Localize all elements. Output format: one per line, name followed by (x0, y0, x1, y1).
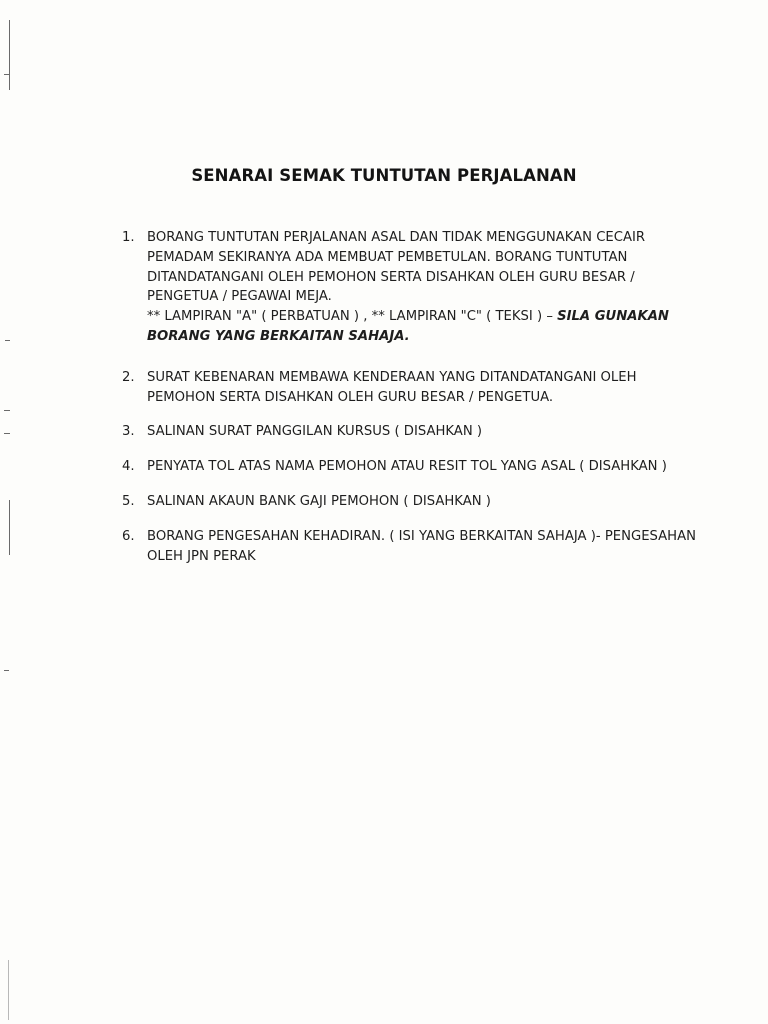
attachment-note: ** LAMPIRAN "A" ( PERBATUAN ) , ** LAMPIRAN "C" ( TEKSI ) – (147, 309, 558, 325)
checklist-item-6 (122, 527, 696, 567)
emphasis-instruction: BORANG YANG BERKAITAN SAHAJA. (147, 328, 410, 344)
item-text-line: OLEH JPN PERAK (147, 548, 256, 564)
item-number: 6. (122, 528, 135, 544)
item-text-line: SURAT KEBENARAN MEMBAWA KENDERAAN YANG DITANDATANGANI OLEH (147, 369, 637, 385)
item-text-line: SALINAN AKAUN BANK GAJI PEMOHON ( DISAHKAN ) (147, 493, 491, 509)
item-text-line: PENYATA TOL ATAS NAMA PEMOHON ATAU RESIT TOL YANG ASAL ( DISAHKAN ) (147, 459, 667, 475)
checklist-item-4 (122, 457, 682, 477)
checklist-item-3 (122, 422, 682, 442)
item-text-line: BORANG PENGESAHAN KEHADIRAN. ( ISI YANG BERKAITAN SAHAJA )- PENGESAHAN (147, 528, 696, 544)
checklist-item-1 (122, 228, 682, 347)
document-title: SENARAI SEMAK TUNTUTAN PERJALANAN (191, 166, 577, 185)
item-text-line: SALINAN SURAT PANGGILAN KURSUS ( DISAHKAN ) (147, 424, 483, 440)
item-text-line: DITANDATANGANI OLEH PEMOHON SERTA DISAHKAN OLEH GURU BESAR / (147, 269, 635, 285)
item-number: 1. (122, 230, 135, 245)
item-text-line: PEMADAM SEKIRANYA ADA MEMBUAT PEMBETULAN. BORANG TUNTUTAN (147, 249, 628, 265)
checklist (122, 228, 696, 566)
scan-artifact (9, 20, 10, 90)
item-text-line: BORANG TUNTUTAN PERJALANAN ASAL DAN TIDAK MENGGUNAKAN CECAIR (147, 230, 646, 245)
scan-artifact (4, 670, 9, 671)
scan-artifact (4, 74, 10, 75)
checklist-item-5 (122, 492, 682, 512)
scan-artifact (8, 960, 9, 1020)
emphasis-instruction: SILA GUNAKAN (557, 309, 669, 325)
scan-artifact (4, 410, 10, 411)
scan-artifact (5, 340, 10, 341)
item-number: 2. (122, 369, 135, 385)
item-number: 3. (122, 424, 135, 440)
scan-artifact (9, 500, 10, 555)
scan-artifact (4, 433, 10, 434)
checklist-item-2 (122, 368, 682, 408)
item-text-line: PENGETUA / PEGAWAI MEJA. (147, 289, 332, 305)
item-number: 5. (122, 493, 135, 509)
item-note-line (147, 307, 682, 327)
item-text-line: PEMOHON SERTA DISAHKAN OLEH GURU BESAR / PENGETUA. (147, 389, 554, 405)
item-number: 4. (122, 459, 135, 475)
